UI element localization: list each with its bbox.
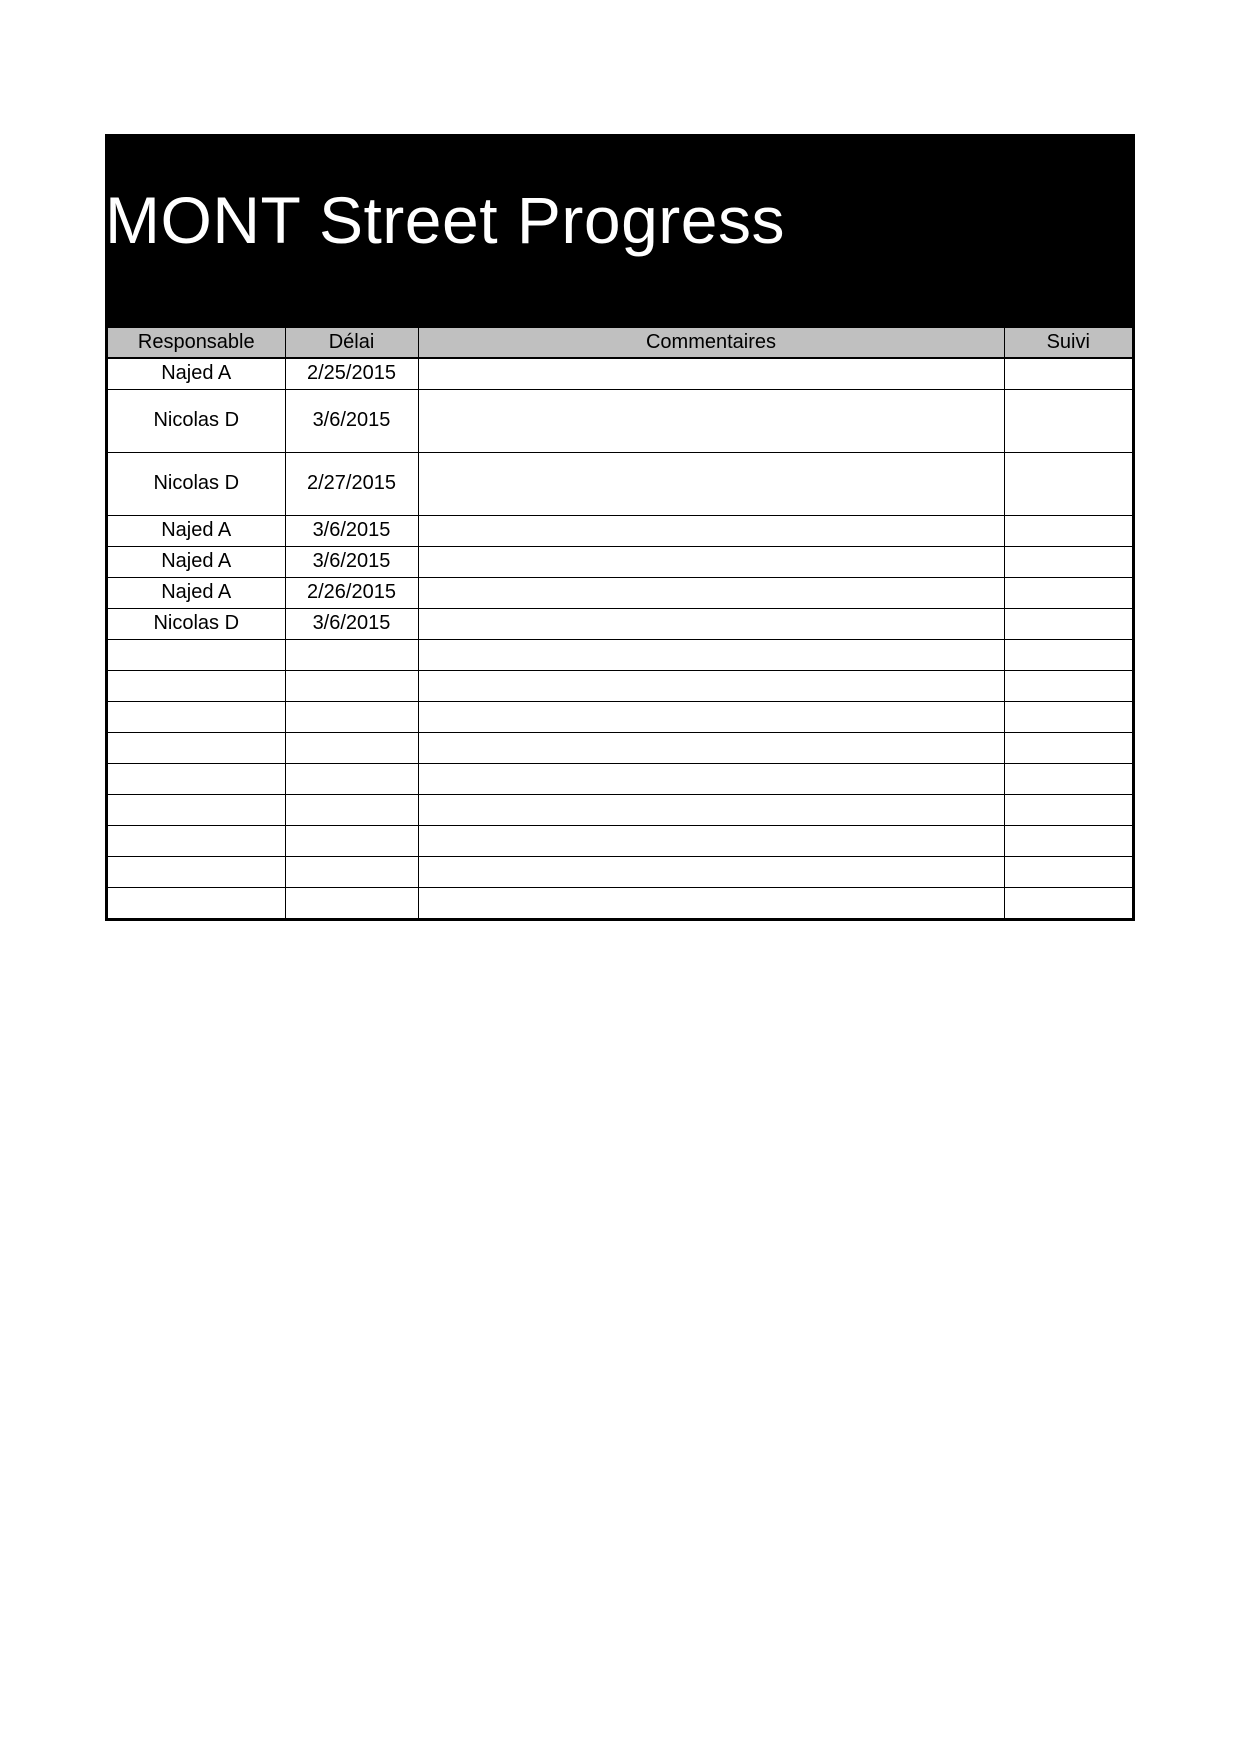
cell-responsable[interactable]: Najed A: [108, 546, 285, 577]
cell-delai[interactable]: 3/6/2015: [285, 608, 418, 639]
cell-suivi[interactable]: [1004, 452, 1132, 515]
empty-row: [108, 794, 1132, 825]
empty-cell[interactable]: [285, 887, 418, 918]
table-row: [108, 358, 1132, 389]
column-header-responsable: Responsable: [108, 328, 285, 359]
cell-responsable[interactable]: Nicolas D: [108, 452, 285, 515]
empty-cell[interactable]: [1004, 639, 1132, 670]
empty-row: [108, 887, 1132, 918]
empty-cell[interactable]: [1004, 794, 1132, 825]
cell-delai[interactable]: 3/6/2015: [285, 389, 418, 452]
empty-cell[interactable]: [285, 639, 418, 670]
empty-cell[interactable]: [418, 763, 1004, 794]
empty-cell[interactable]: [418, 856, 1004, 887]
empty-cell[interactable]: [418, 639, 1004, 670]
empty-cell[interactable]: [285, 670, 418, 701]
empty-cell[interactable]: [418, 825, 1004, 856]
empty-cell[interactable]: [108, 670, 285, 701]
column-header-suivi: Suivi: [1004, 328, 1132, 359]
column-header-delai: Délai: [285, 328, 418, 359]
empty-row: [108, 670, 1132, 701]
cell-commentaires[interactable]: [418, 515, 1004, 546]
table-row: [108, 546, 1132, 577]
empty-cell[interactable]: [108, 763, 285, 794]
cell-responsable[interactable]: Najed A: [108, 577, 285, 608]
empty-cell[interactable]: [108, 639, 285, 670]
empty-row: [108, 732, 1132, 763]
empty-cell[interactable]: [1004, 887, 1132, 918]
empty-cell[interactable]: [418, 794, 1004, 825]
table-row: [108, 515, 1132, 546]
empty-cell[interactable]: [1004, 763, 1132, 794]
empty-cell[interactable]: [418, 887, 1004, 918]
cell-commentaires[interactable]: [418, 577, 1004, 608]
empty-cell[interactable]: [285, 794, 418, 825]
cell-suivi[interactable]: [1004, 358, 1132, 389]
cell-commentaires[interactable]: [418, 608, 1004, 639]
empty-cell[interactable]: [108, 887, 285, 918]
header-row: [108, 328, 1132, 359]
cell-commentaires[interactable]: [418, 546, 1004, 577]
empty-cell[interactable]: [285, 701, 418, 732]
empty-cell[interactable]: [418, 670, 1004, 701]
empty-cell[interactable]: [1004, 732, 1132, 763]
empty-cell[interactable]: [285, 763, 418, 794]
cell-suivi[interactable]: [1004, 389, 1132, 452]
cell-commentaires[interactable]: [418, 358, 1004, 389]
cell-commentaires[interactable]: [418, 389, 1004, 452]
cell-delai[interactable]: 2/26/2015: [285, 577, 418, 608]
cell-delai[interactable]: 3/6/2015: [285, 546, 418, 577]
empty-cell[interactable]: [108, 701, 285, 732]
table-row: [108, 452, 1132, 515]
progress-sheet: [105, 134, 1135, 921]
column-header-commentaires: Commentaires: [418, 328, 1004, 359]
empty-cell[interactable]: [1004, 670, 1132, 701]
cell-suivi[interactable]: [1004, 546, 1132, 577]
table-row: [108, 577, 1132, 608]
empty-row: [108, 763, 1132, 794]
cell-suivi[interactable]: [1004, 608, 1132, 639]
cell-commentaires[interactable]: [418, 452, 1004, 515]
table-row: [108, 389, 1132, 452]
empty-cell[interactable]: [1004, 856, 1132, 887]
cell-responsable[interactable]: Najed A: [108, 358, 285, 389]
title-bar: [105, 137, 1132, 327]
cell-delai[interactable]: 2/27/2015: [285, 452, 418, 515]
table-row: [108, 608, 1132, 639]
cell-suivi[interactable]: [1004, 577, 1132, 608]
cell-responsable[interactable]: Najed A: [108, 515, 285, 546]
cell-responsable[interactable]: Nicolas D: [108, 608, 285, 639]
empty-row: [108, 701, 1132, 732]
cell-delai[interactable]: 3/6/2015: [285, 515, 418, 546]
empty-row: [108, 856, 1132, 887]
empty-row: [108, 639, 1132, 670]
cell-responsable[interactable]: Nicolas D: [108, 389, 285, 452]
cell-suivi[interactable]: [1004, 515, 1132, 546]
empty-cell[interactable]: [108, 794, 285, 825]
page-title: MONT Street Progress: [105, 183, 785, 257]
empty-cell[interactable]: [1004, 701, 1132, 732]
empty-cell[interactable]: [285, 825, 418, 856]
empty-cell[interactable]: [108, 825, 285, 856]
empty-cell[interactable]: [285, 732, 418, 763]
empty-cell[interactable]: [418, 732, 1004, 763]
empty-cell[interactable]: [108, 732, 285, 763]
progress-table: [108, 327, 1132, 918]
cell-delai[interactable]: 2/25/2015: [285, 358, 418, 389]
empty-cell[interactable]: [418, 701, 1004, 732]
empty-cell[interactable]: [108, 856, 285, 887]
empty-cell[interactable]: [1004, 825, 1132, 856]
empty-row: [108, 825, 1132, 856]
empty-cell[interactable]: [285, 856, 418, 887]
